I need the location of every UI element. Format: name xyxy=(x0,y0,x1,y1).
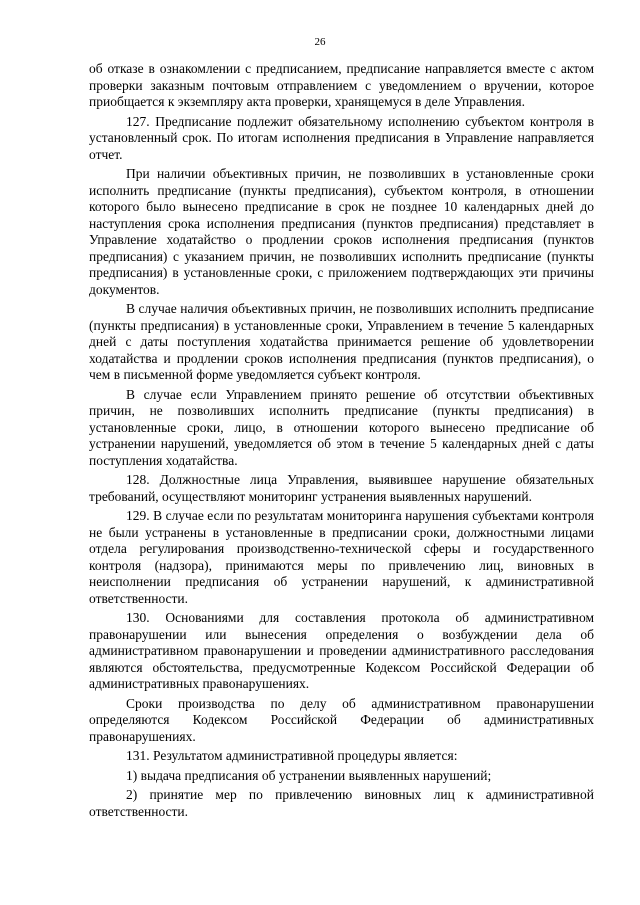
paragraph-objective-reasons: При наличии объективных причин, не позволивших в установленные сроки исполнить предписание (пункты предписания), субъектом контроля, в отношении которого было вынесено предписание в срок не позднее 10 календарных дней до наступления срока исполнения предписания (пунктов предписания) представляет в Управление ходатайство о продлении сроков исполнения предписания (пунктов предписания) с указанием причин, не позволивших исполнить предписание (пункты предписания) в установленные сроки, с приложением подтверждающих эти причины документов. xyxy=(89,166,594,297)
page-number: 26 xyxy=(314,36,326,48)
paragraph-continuation: об отказе в ознакомлении с предписанием, предписание направляется вместе с актом проверки заказным почтовым отправлением с уведомлением о вручении, которое приобщается к экземпляру акта проверки, хранящемуся в деле Управления. xyxy=(89,61,594,109)
paragraph-131: 131. Результатом административной процедуры является: xyxy=(126,748,458,763)
paragraph-129: 129. В случае если по результатам мониторинга нарушения субъектами контроля не были устранены в установленные в предписании сроки, должностными лицами отдела регулирования производственно-технической сферы и государственного контроля (надзора), принимаются меры по привлечению лиц, виновных в неисполнении предписания об устранении нарушений, к административной ответственности. xyxy=(89,508,594,606)
paragraph-127: 127. Предписание подлежит обязательному исполнению субъектом контроля в установленный срок. По итогам исполнения предписания в Управление направляется отчет. xyxy=(89,113,594,162)
list-item-1: 1) выдача предписания об устранении выявленных нарушений; xyxy=(126,767,492,783)
paragraph-extension-decision: В случае наличия объективных причин, не позволивших исполнить предписание (пункты предписания) в установленные сроки, Управлением в течение 5 календарных дней с даты поступления ходатайства принимается решение об удовлетворении ходатайства и продлении сроков исполнения предписания (пунктов предписания), о чем в письменной форме уведомляется субъект контроля. xyxy=(89,301,594,382)
paragraph-proceedings-terms: Сроки производства по делу об административном правонарушении определяются Кодексом Российской Федерации об административных правонарушениях. xyxy=(89,695,594,744)
list-item-2: 2) принятие мер по привлечению виновных лиц к административной ответственности. xyxy=(89,787,594,819)
document-body xyxy=(89,61,594,823)
paragraph-no-reasons-decision: В случае если Управлением принято решение об отсутствии объективных причин, не позволивших исполнить предписание (пункты предписания) в установленные сроки, лицо, в отношении которого вынесено предписание об устранении нарушений, уведомляется об этом в течение 5 календарных дней с даты поступления ходатайства. xyxy=(89,386,594,468)
paragraph-130: 130. Основаниями для составления протокола об административном правонарушении или вынесения определения о возбуждении дела об административном правонарушении и проведении административного расследования являются обстоятельства, предусмотренные Кодексом Российской Федерации об административных правонарушениях. xyxy=(89,610,594,691)
paragraph-128: 128. Должностные лица Управления, выявившее нарушение обязательных требований, осуществляют мониторинг устранения выявленных нарушений. xyxy=(89,472,594,504)
